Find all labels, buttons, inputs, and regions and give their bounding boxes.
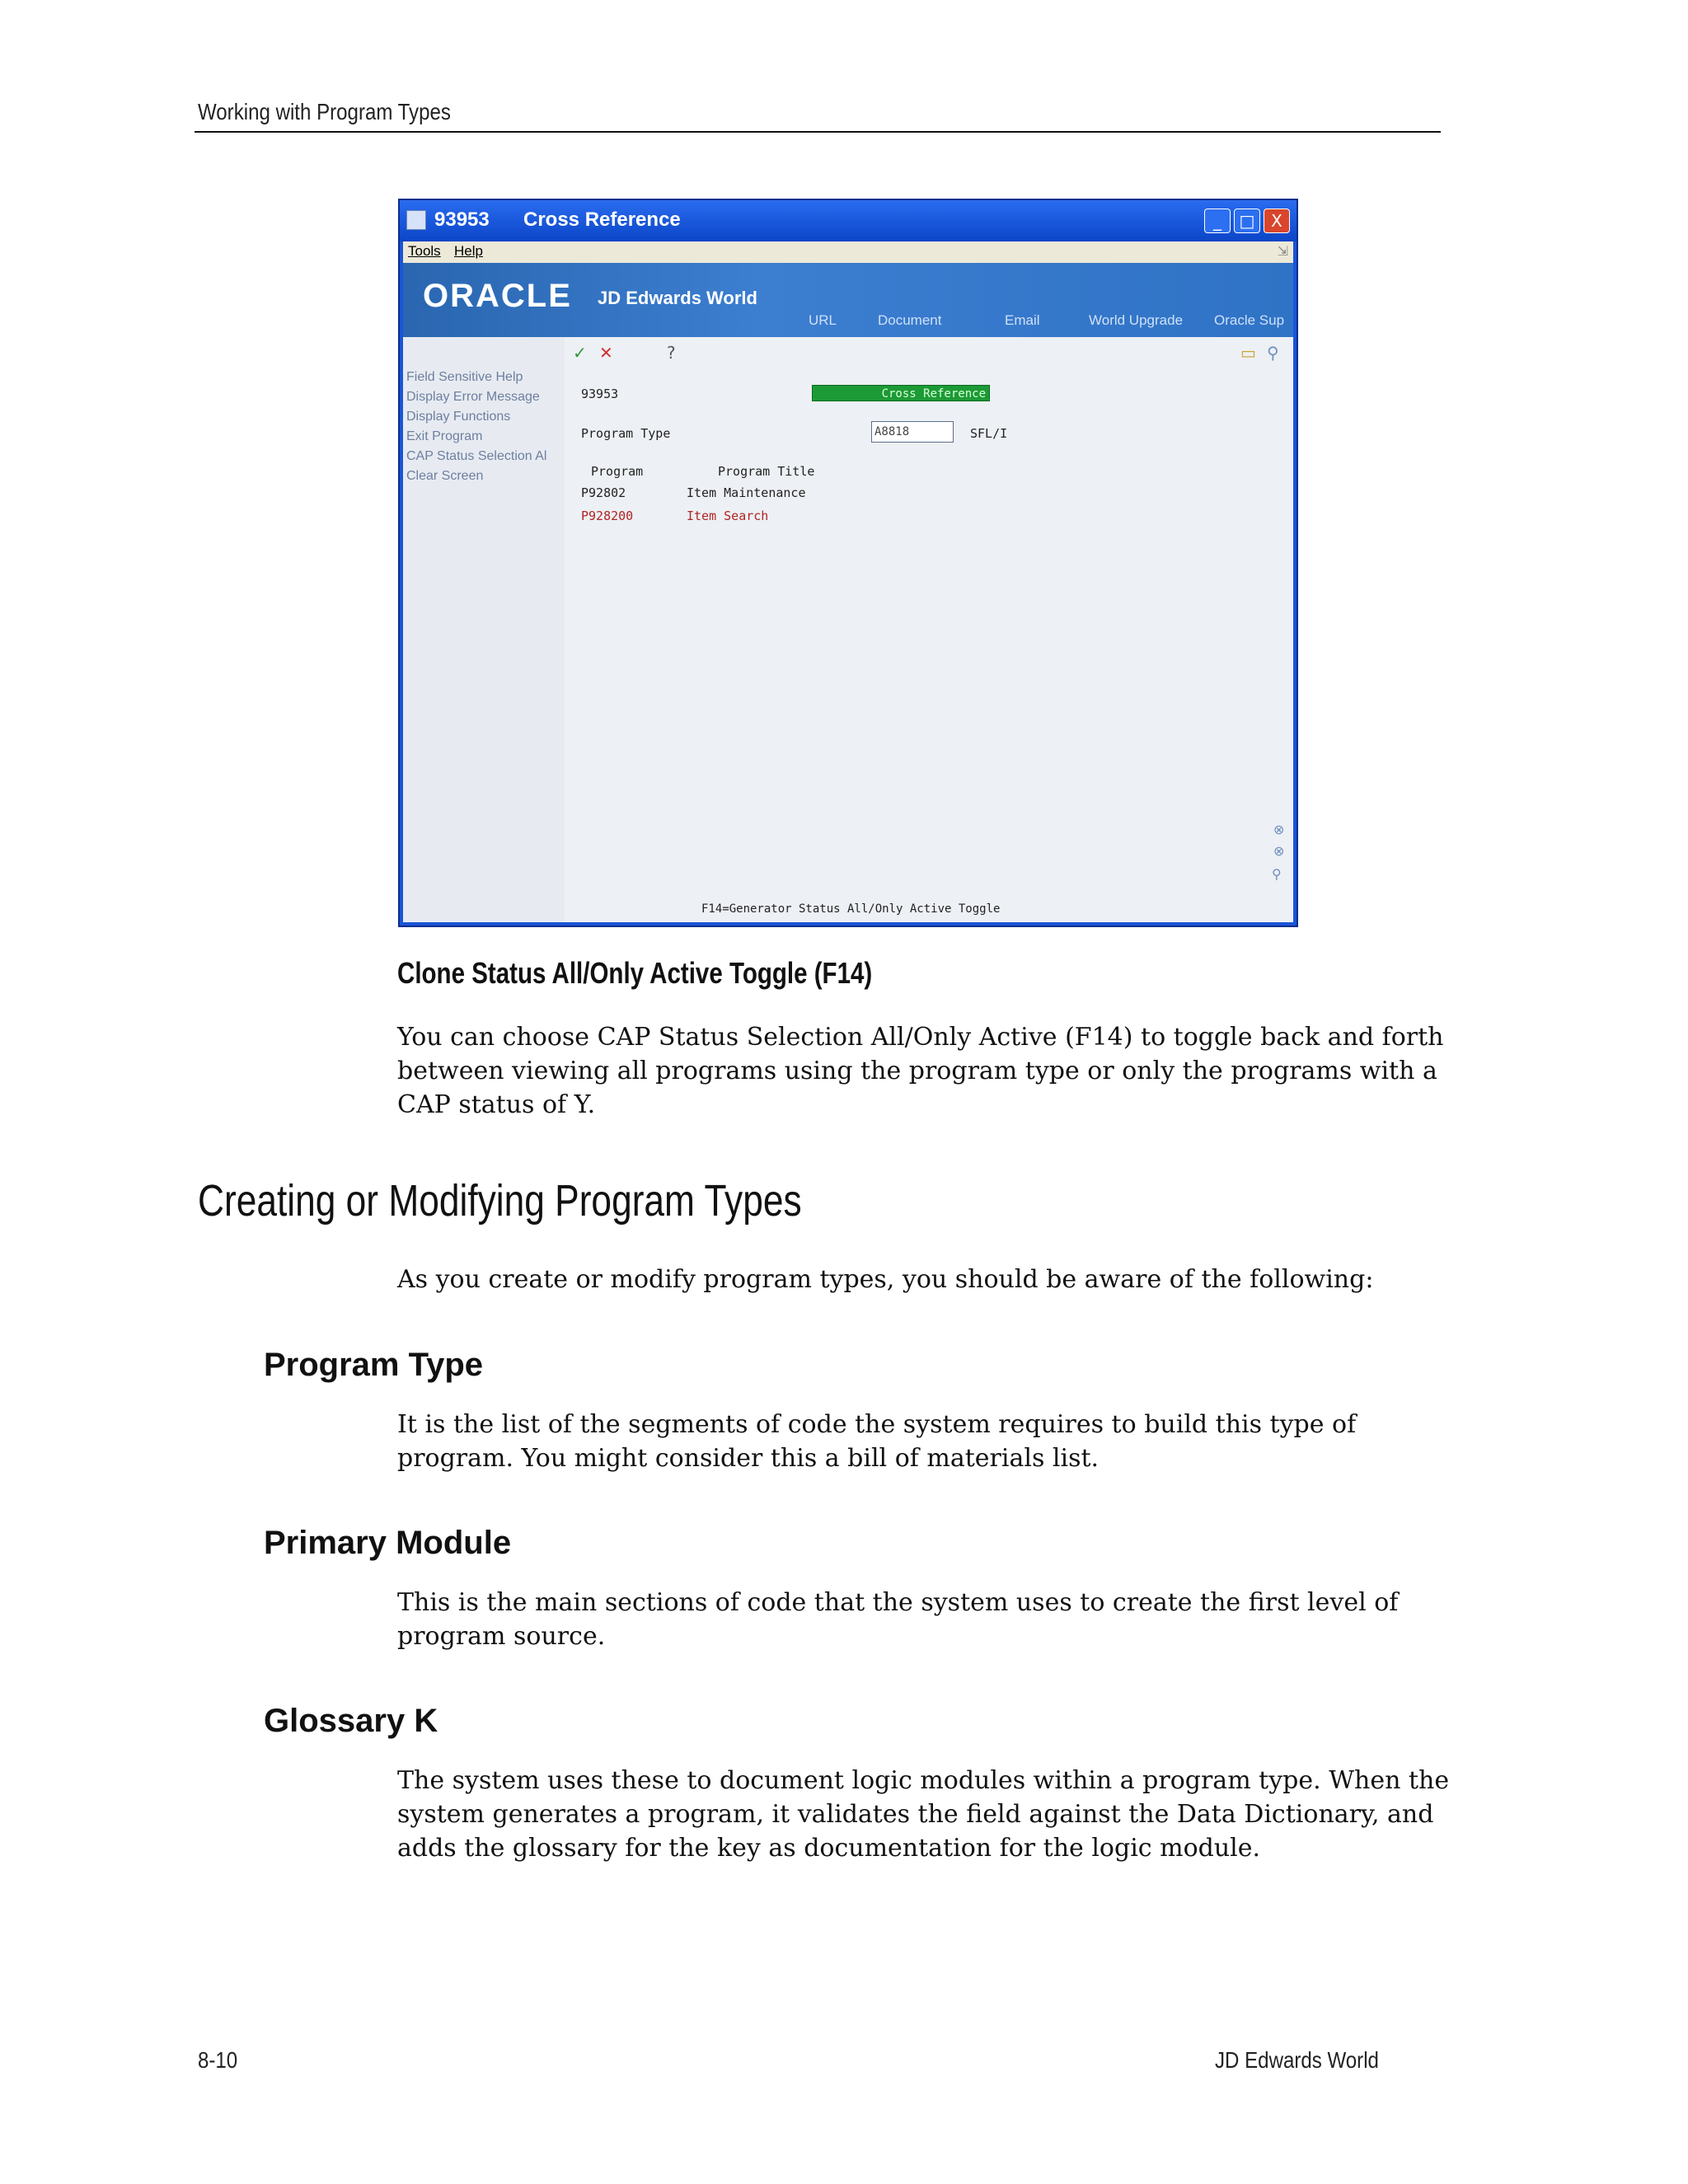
chat-bubble-icon[interactable]: ▭ [1240,343,1256,363]
row-title: Item Maintenance [687,485,806,500]
program-id: 93953 [581,387,619,401]
zoom-icon[interactable]: ⚲ [1272,866,1282,882]
nav-url[interactable]: URL [809,312,837,328]
sidebar-item-display-functions[interactable]: Display Functions [406,410,511,424]
title-bar [400,200,1296,241]
nav-world-upgrade[interactable]: World Upgrade [1089,312,1184,328]
search-icon[interactable]: ⚲ [1267,343,1279,363]
screen-title-banner: Cross Reference [812,385,990,401]
form-area [565,337,1293,922]
heading-primary-module: Primary Module [264,1525,512,1561]
menu-bar [403,241,1293,263]
menu-tools[interactable]: Tools [408,243,441,259]
heading-glossary-k: Glossary K [264,1703,438,1739]
body-primary-module: This is the main sections of code that the system uses to create the first level of program source. [397,1588,1399,1651]
scroll-up-icon[interactable]: ⊗ [1273,822,1285,837]
close-icon[interactable]: X [1264,209,1290,233]
sidebar-item-exit-program[interactable]: Exit Program [406,429,483,443]
program-type-input[interactable]: A8818 [871,421,954,443]
header-rule [195,131,1441,133]
window-title: Cross Reference [523,209,681,231]
menu-help[interactable]: Help [454,243,483,259]
scroll-down-icon[interactable]: ⊗ [1273,843,1285,859]
sidebar-item-field-help[interactable]: Field Sensitive Help [406,370,523,384]
screenshot-window [398,199,1298,927]
body-glossary-k: The system uses these to document logic modules within a program type. When the system generates a program, it validates the field against the Data Dictionary, and adds the glossary for the key as documentation for the logic module. [397,1766,1450,1863]
sidebar [403,337,565,922]
cancel-x-icon[interactable]: ✕ [599,343,613,363]
minimize-icon[interactable]: _ [1204,209,1231,233]
column-header-title: Program Title [718,464,815,479]
chapter-intro: As you create or modify program types, you should be aware of the following: [397,1265,1374,1294]
section-body-clone-status: You can choose CAP Status Selection All/Only Active (F14) to toggle back and forth between viewing all programs using the program type or only the programs with a CAP status of Y. [397,1023,1444,1119]
program-type-description: SFL/I [970,426,1008,441]
nav-document[interactable]: Document [878,312,942,328]
section-heading-clone-status: Clone Status All/Only Active Toggle (F14) [397,956,873,990]
maximize-icon[interactable]: □ [1234,209,1260,233]
oracle-banner [403,263,1293,337]
row-program[interactable]: P92802 [581,485,626,500]
product-name: JD Edwards World [598,288,757,308]
sidebar-item-cap-status[interactable]: CAP Status Selection Al [406,449,547,463]
column-header-program: Program [591,464,644,479]
window-code: 93953 [434,209,490,231]
page-number: 8-10 [198,2047,238,2073]
ok-check-icon[interactable]: ✓ [573,343,587,363]
heading-program-type: Program Type [264,1347,483,1383]
body-program-type: It is the list of the segments of code the system requires to build this type of program. You might consider this a bill of materials list. [397,1410,1357,1473]
footer-product: JD Edwards World [1215,2047,1379,2073]
app-icon [406,210,426,230]
sidebar-item-display-error[interactable]: Display Error Message [406,390,540,404]
function-key-hint: F14=Generator Status All/Only Active Toggle [701,902,1001,916]
row-program-highlighted[interactable]: P928200 [581,509,634,523]
resize-grip-icon: ⇲ [1277,245,1288,259]
help-question-icon[interactable]: ? [667,343,676,363]
oracle-logo: ORACLE [423,278,572,314]
nav-email[interactable]: Email [1005,312,1040,328]
sidebar-item-clear-screen[interactable]: Clear Screen [406,469,484,483]
program-type-label: Program Type [581,426,671,441]
chapter-heading: Creating or Modifying Program Types [198,1176,802,1226]
row-title-highlighted: Item Search [687,509,769,523]
app-content [403,337,1293,922]
running-header: Working with Program Types [198,99,451,124]
nav-oracle-support[interactable]: Oracle Sup [1214,312,1285,328]
